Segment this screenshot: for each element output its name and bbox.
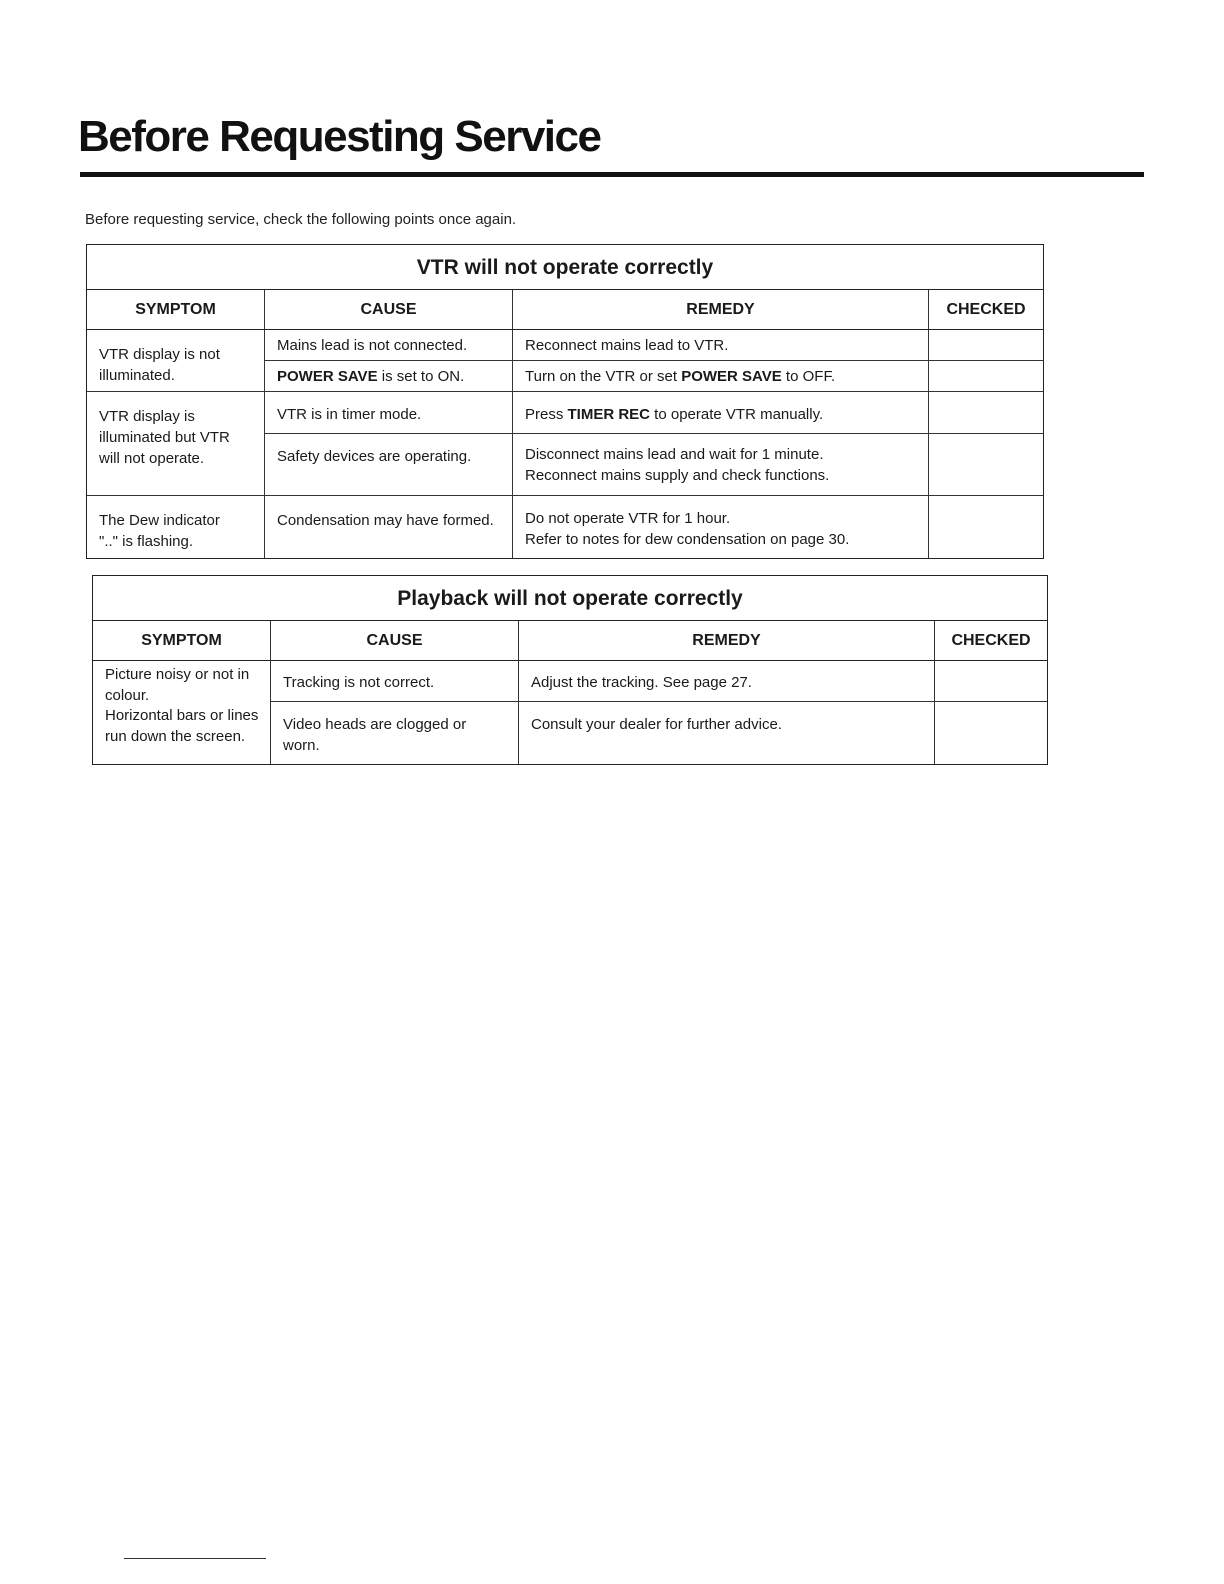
remedy-line: Disconnect mains lead and wait for 1 minute. xyxy=(525,446,824,463)
cause-cell: Tracking is not correct. xyxy=(271,661,519,702)
checked-box[interactable] xyxy=(929,330,1043,361)
vtr-troubleshooting-table xyxy=(86,244,1044,559)
remedy-text: to operate VTR manually. xyxy=(650,406,824,423)
symptom-line: ".." is flashing. xyxy=(99,533,194,550)
remedy-cell xyxy=(513,434,929,496)
symptom-cell: Picture noisy or not in colour. xyxy=(93,661,271,702)
cause-header: CAUSE xyxy=(265,290,513,330)
symptom-line: The Dew indicator xyxy=(99,512,220,529)
remedy-text: to OFF. xyxy=(781,368,836,385)
intro-text: Before requesting service, check the following points once again. xyxy=(85,211,517,228)
remedy-line: Refer to notes for dew condensation on page 30. xyxy=(525,531,850,548)
remedy-text: Press xyxy=(525,406,568,423)
checked-header: CHECKED xyxy=(935,621,1047,661)
playback-table-title: Playback will not operate correctly xyxy=(93,576,1047,621)
cause-cell: Condensation may have formed. xyxy=(265,496,513,558)
timer-rec-label: TIMER REC xyxy=(567,406,651,423)
remedy-cell xyxy=(513,361,929,392)
symptom-header: SYMPTOM xyxy=(87,290,265,330)
cause-cell xyxy=(265,361,513,392)
remedy-cell: Consult your dealer for further advice. xyxy=(519,702,935,764)
remedy-line: Reconnect mains supply and check functions. xyxy=(525,467,830,484)
title-divider xyxy=(80,172,1144,177)
cause-cell: Video heads are clogged or worn. xyxy=(271,702,519,764)
remedy-cell: Reconnect mains lead to VTR. xyxy=(513,330,929,361)
symptom-header: SYMPTOM xyxy=(93,621,271,661)
symptom-cell: Horizontal bars or lines run down the screen. xyxy=(93,702,271,764)
checked-box[interactable] xyxy=(929,434,1043,496)
checked-box[interactable] xyxy=(935,661,1047,702)
cause-cell: Mains lead is not connected. xyxy=(265,330,513,361)
checked-box[interactable] xyxy=(935,702,1047,764)
remedy-line: Do not operate VTR for 1 hour. xyxy=(525,510,731,527)
footer-divider xyxy=(124,1558,266,1559)
symptom-cell: VTR display is not illuminated. xyxy=(87,330,265,392)
checked-header: CHECKED xyxy=(929,290,1043,330)
remedy-header: REMEDY xyxy=(513,290,929,330)
power-save-label: POWER SAVE xyxy=(681,368,782,385)
remedy-cell: Adjust the tracking. See page 27. xyxy=(519,661,935,702)
symptom-cell xyxy=(87,496,265,558)
checked-box[interactable] xyxy=(929,392,1043,434)
vtr-table-title: VTR will not operate correctly xyxy=(87,245,1043,290)
remedy-header: REMEDY xyxy=(519,621,935,661)
remedy-text: Turn on the VTR or set xyxy=(525,368,682,385)
cause-cell: VTR is in timer mode. xyxy=(265,392,513,434)
checked-box[interactable] xyxy=(929,496,1043,558)
cause-cell: Safety devices are operating. xyxy=(265,434,513,496)
page-title: Before Requesting Service xyxy=(78,112,601,161)
remedy-cell xyxy=(513,392,929,434)
cause-header: CAUSE xyxy=(271,621,519,661)
checked-box[interactable] xyxy=(929,361,1043,392)
cause-text: is set to ON. xyxy=(377,368,465,385)
symptom-cell: VTR display is illuminated but VTR will not operate. xyxy=(87,392,265,496)
power-save-label: POWER SAVE xyxy=(277,368,378,385)
remedy-cell xyxy=(513,496,929,558)
playback-troubleshooting-table xyxy=(92,575,1048,765)
